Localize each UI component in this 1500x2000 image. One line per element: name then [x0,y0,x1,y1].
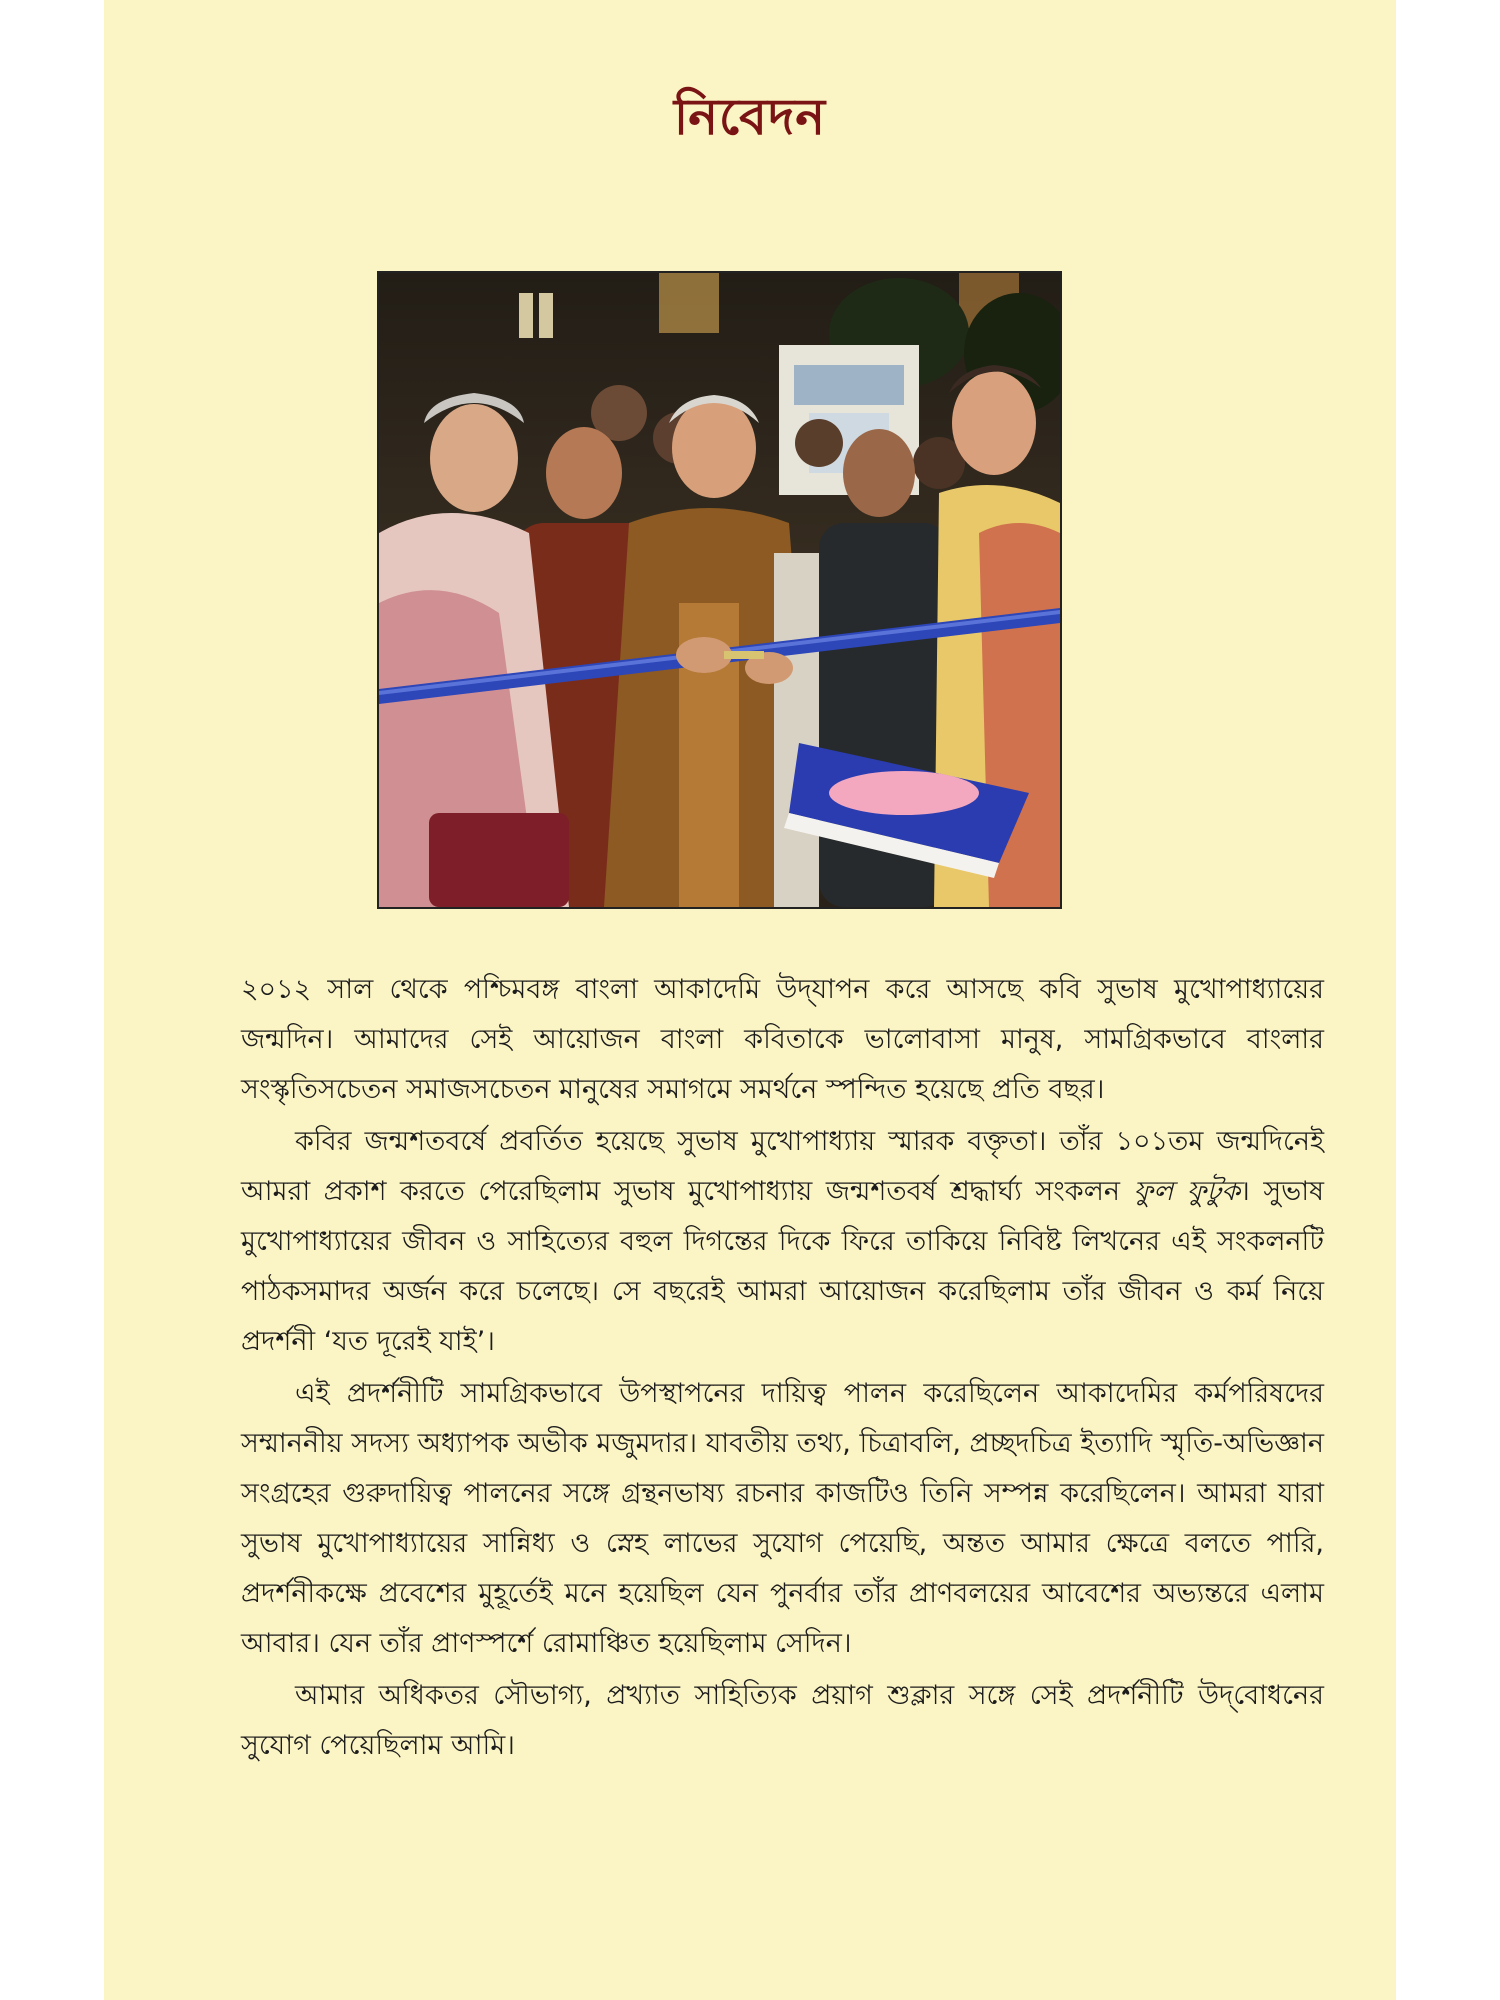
paragraph-3: এই প্রদর্শনীটি সামগ্রিকভাবে উপস্থাপনের দায়িত্ব পালন করেছিলেন আকাদেমির কর্মপরিষদের সম্মাননীয় সদস্য অধ্যাপক অভীক মজুমদার। যাবতীয় তথ্য, চিত্রাবলি, প্রচ্ছদচিত্র ইত্যাদি স্মৃতি-অভিজ্ঞান সংগ্রহের গুরুদায়িত্ব পালনের সঙ্গে গ্রন্থনভাষ্য রচনার কাজটিও তিনি সম্পন্ন করেছিলেন। আমরা যারা সুভাষ মুখোপাধ্যায়ের সান্নিধ্য ও স্নেহ লাভের সুযোগ পেয়েছি, অন্তত আমার ক্ষেত্রে বলতে পারি, প্রদর্শনীকক্ষে প্রবেশের মুহূর্তেই মনে হয়েছিল যেন পুনর্বার তাঁর প্রাণবলয়ের আবেশের অভ্যন্তরে এলাম আবার। যেন তাঁর প্রাণস্পর্শে রোমাঞ্চিত হয়েছিলাম সেদিন। [241,1378,1324,1659]
paragraph-2-part-1: কবির জন্মশতবর্ষে প্রবর্তিত হয়েছে সুভাষ মুখোপাধ্যায় স্মারক বক্তৃতা। তাঁর ১০১তম জন্মদিনেই আমরা প্রকাশ করতে পেরেছিলাম সুভাষ মুখোপাধ্যায় জন্মশতবর্ষ শ্রদ্ধার্ঘ্য সংকলন [241,1126,1324,1207]
body-text [241,965,1324,1773]
book-title: ফুল ফুটুক [1133,1176,1241,1207]
photo-illustration [379,273,1060,907]
paragraph-2 [241,1117,1324,1367]
ribbon-cutting-photo [377,271,1062,909]
book-page [104,0,1396,2000]
paragraph-2-part-2: । সুভাষ মুখোপাধ্যায়ের জীবন ও সাহিত্যের বহুল দিগন্তের দিকে ফিরে তাকিয়ে নিবিষ্ট লিখনের এই সংকলনটি পাঠকসমাদর অর্জন করে চলেছে। সে বছরেই আমরা আয়োজন করেছিলাম তাঁর জীবন ও কর্ম নিয়ে প্রদর্শনী ‘যত দূরেই যাই’। [241,1176,1324,1357]
page-title: নিবেদন [673,87,827,146]
paragraph-4: আমার অধিকতর সৌভাগ্য, প্রখ্যাত সাহিত্যিক প্রয়াগ শুক্লার সঙ্গে সেই প্রদর্শনীটি উদ্‌বোধনের সুযোগ পেয়েছিলাম আমি। [241,1680,1324,1761]
paragraph-1: ২০১২ সাল থেকে পশ্চিমবঙ্গ বাংলা আকাদেমি উদ্‌যাপন করে আসছে কবি সুভাষ মুখোপাধ্যায়ের জন্মদিন। আমাদের সেই আয়োজন বাংলা কবিতাকে ভালোবাসা মানুষ, সামগ্রিকভাবে বাংলার সংস্কৃতিসচেতন সমাজসচেতন মানুষের সমাগমে সমর্থনে স্পন্দিত হয়েছে প্রতি বছর। [241,974,1324,1105]
